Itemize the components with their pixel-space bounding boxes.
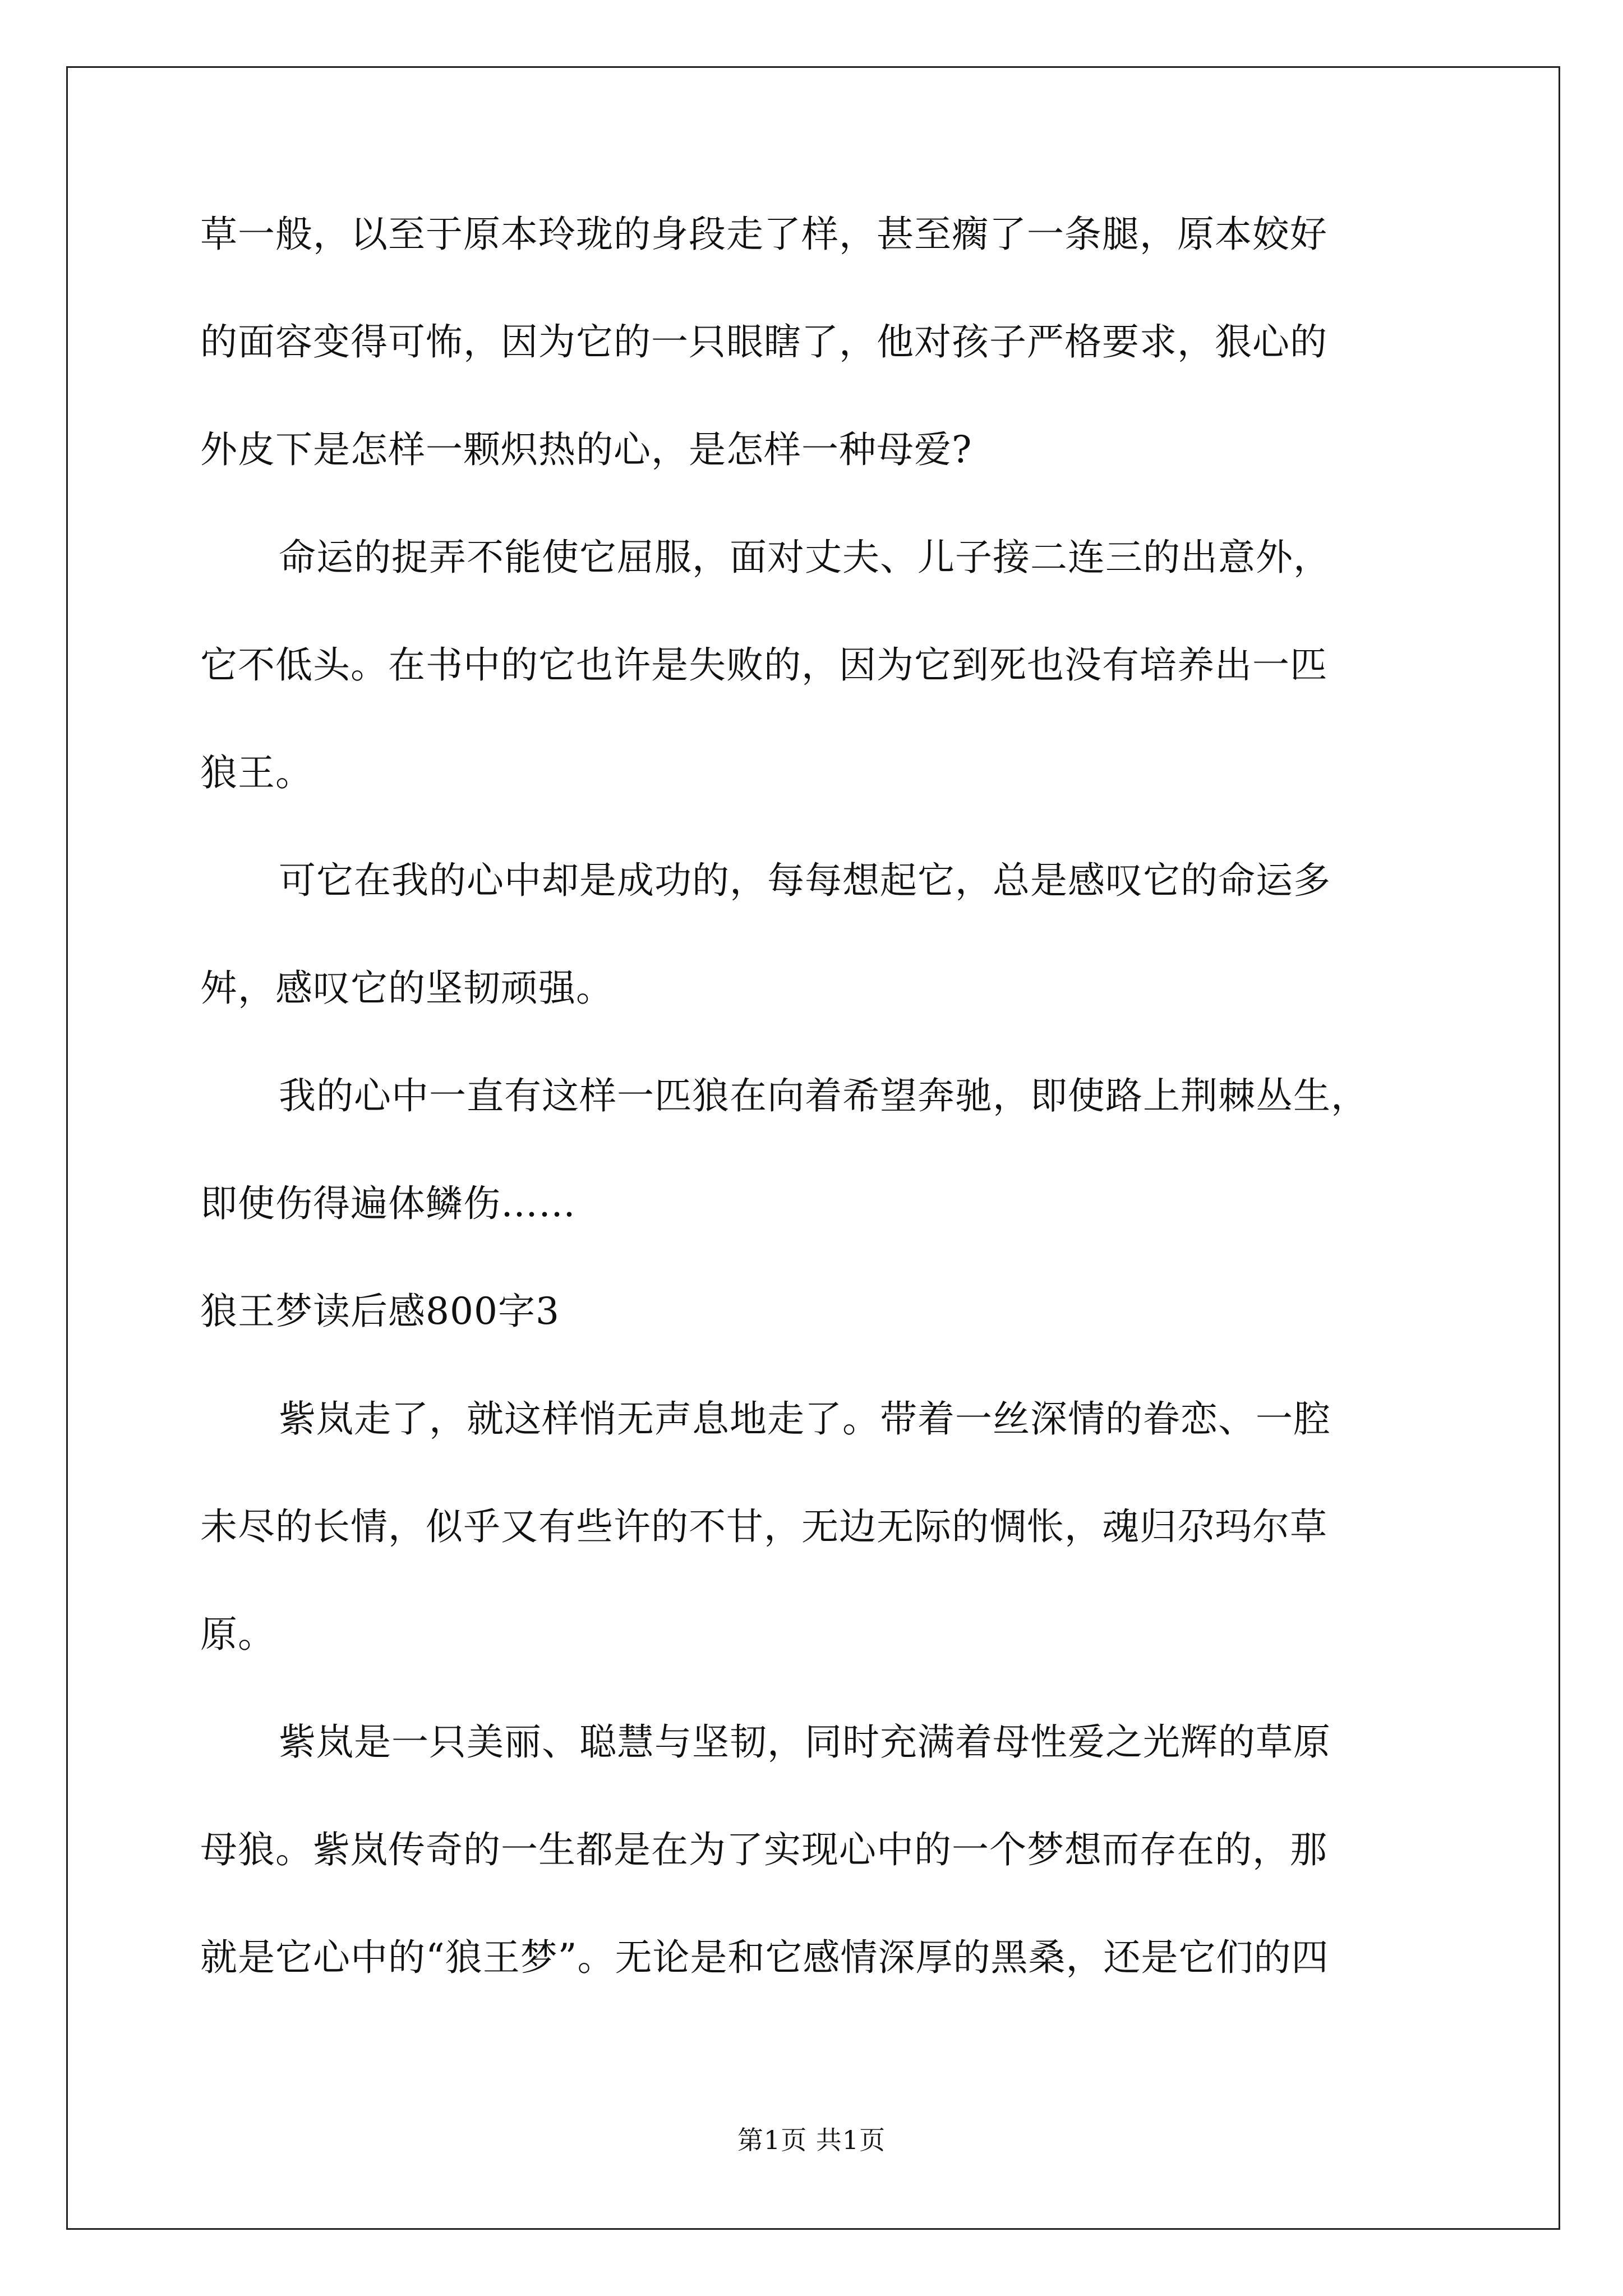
paragraph-start: 可它在我的心中却是成功的，每每想起它，总是感叹它的命运多 xyxy=(279,859,1331,902)
paragraph-start: 我的心中一直有这样一匹狼在向着希望奔驰，即使路上荆棘丛生， xyxy=(279,1074,1368,1117)
paragraph-start: 紫岚是一只美丽、聪慧与坚韧，同时充满着母性爱之光辉的草原 xyxy=(279,1720,1331,1764)
text-line: 母狼。紫岚传奇的一生都是在为了实现心中的一个梦想而存在的，那 xyxy=(200,1828,1327,1871)
text-line: 未尽的长情，似乎又有些许的不甘，无边无际的惆怅，魂归尕玛尔草 xyxy=(200,1505,1327,1548)
text-line: 狼王。 xyxy=(200,751,313,794)
paragraph-start: 命运的捉弄不能使它屈服，面对丈夫、儿子接二连三的出意外， xyxy=(279,536,1331,579)
page-border xyxy=(66,66,1560,2230)
text-line: 外皮下是怎样一颗炽热的心，是怎样一种母爱? xyxy=(200,428,972,471)
text-line: 它不低头。在书中的它也许是失败的，因为它到死也没有培养出一匹 xyxy=(200,643,1327,687)
text-line: 即使伤得遍体鳞伤…… xyxy=(200,1182,576,1225)
text-line: 原。 xyxy=(200,1613,275,1656)
text-line: 草一般，以至于原本玲珑的身段走了样，甚至瘸了一条腿，原本姣好 xyxy=(200,213,1327,256)
text-line: 的面容变得可怖，因为它的一只眼瞎了，他对孩子严格要求，狠心的 xyxy=(200,320,1327,364)
text-line: 就是它心中的“狼王梦”。无论是和它感情深厚的黑桑，还是它们的四 xyxy=(200,1936,1329,1979)
paragraph-start: 紫岚走了，就这样悄无声息地走了。带着一丝深情的眷恋、一腔 xyxy=(279,1397,1331,1441)
text-line: 舛，感叹它的坚韧顽强。 xyxy=(200,967,614,1010)
page-footer: 第1页 共1页 xyxy=(737,2125,886,2155)
section-heading: 狼王梦读后感800字3 xyxy=(200,1290,560,1333)
